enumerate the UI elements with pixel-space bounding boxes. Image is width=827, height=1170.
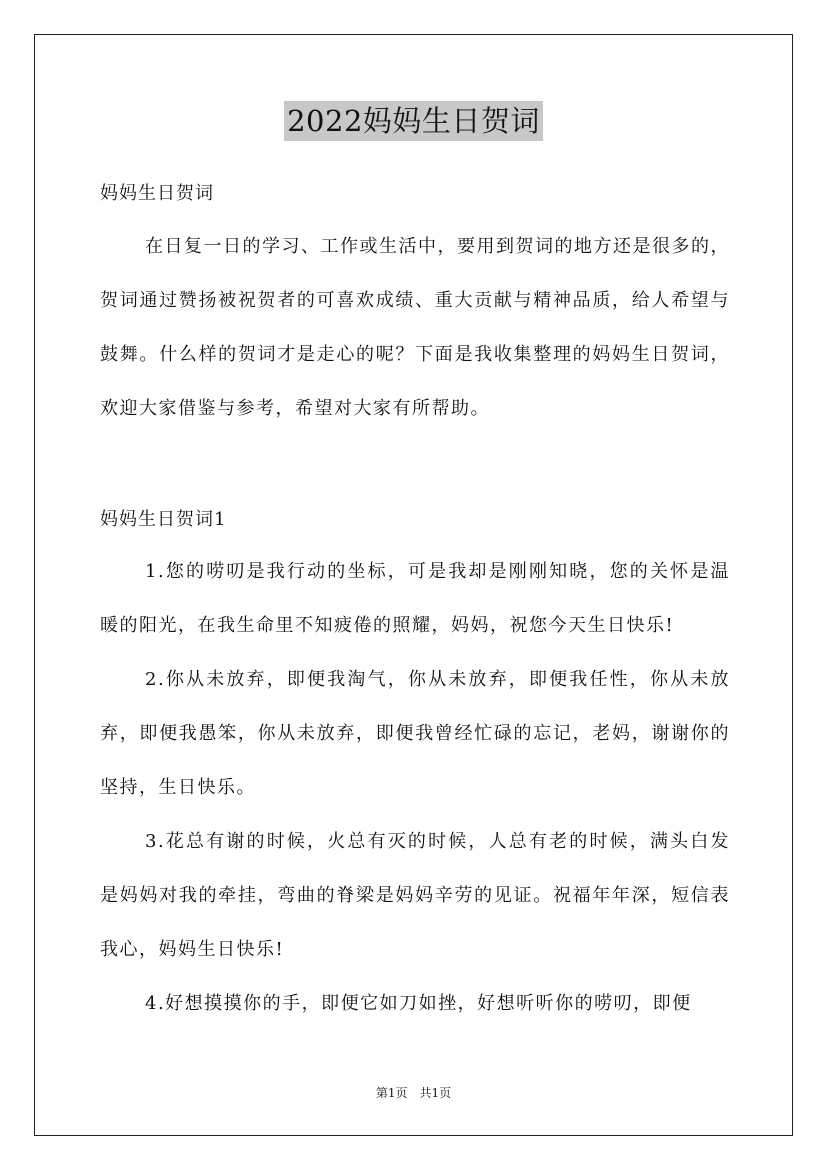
wish-item-4: 4.好想摸摸你的手，即便它如刀如挫，好想听听你的唠叨，即便 bbox=[145, 993, 692, 1014]
document-title: 2022妈妈生日贺词 bbox=[284, 101, 543, 141]
wish-item-3: 3.花总有谢的时候，火总有灭的时候，人总有老的时候，满头白发是妈妈对我的牵挂，弯曲的脊梁是妈妈辛劳的见证。祝福年年深，短信表我心，妈妈生日快乐! bbox=[100, 831, 730, 960]
intro-paragraph: 在日复一日的学习、工作或生活中，要用到贺词的地方还是很多的，贺词通过赞扬被祝贺者的可喜欢成绩、重大贡献与精神品质，给人希望与鼓舞。什么样的贺词才是走心的呢？下面是我收集整理的妈妈生日贺词，欢迎大家借鉴与参考，希望对大家有所帮助。 bbox=[100, 236, 730, 419]
wish-item-2: 2.你从未放弃，即便我淘气，你从未放弃，即便我任性，你从未放弃，即便我愚笨，你从未放弃，即便我曾经忙碌的忘记，老妈，谢谢你的坚持，生日快乐。 bbox=[100, 669, 730, 798]
title-container bbox=[0, 101, 827, 141]
wish-item-1: 1.您的唠叨是我行动的坐标，可是我却是刚刚知晓，您的关怀是温暖的阳光，在我生命里不知疲倦的照耀，妈妈，祝您今天生日快乐! bbox=[100, 561, 730, 636]
page-footer: 第1页 共1页 bbox=[375, 1086, 452, 1100]
section-heading: 妈妈生日贺词1 bbox=[100, 509, 227, 530]
document-subtitle: 妈妈生日贺词 bbox=[100, 183, 214, 204]
